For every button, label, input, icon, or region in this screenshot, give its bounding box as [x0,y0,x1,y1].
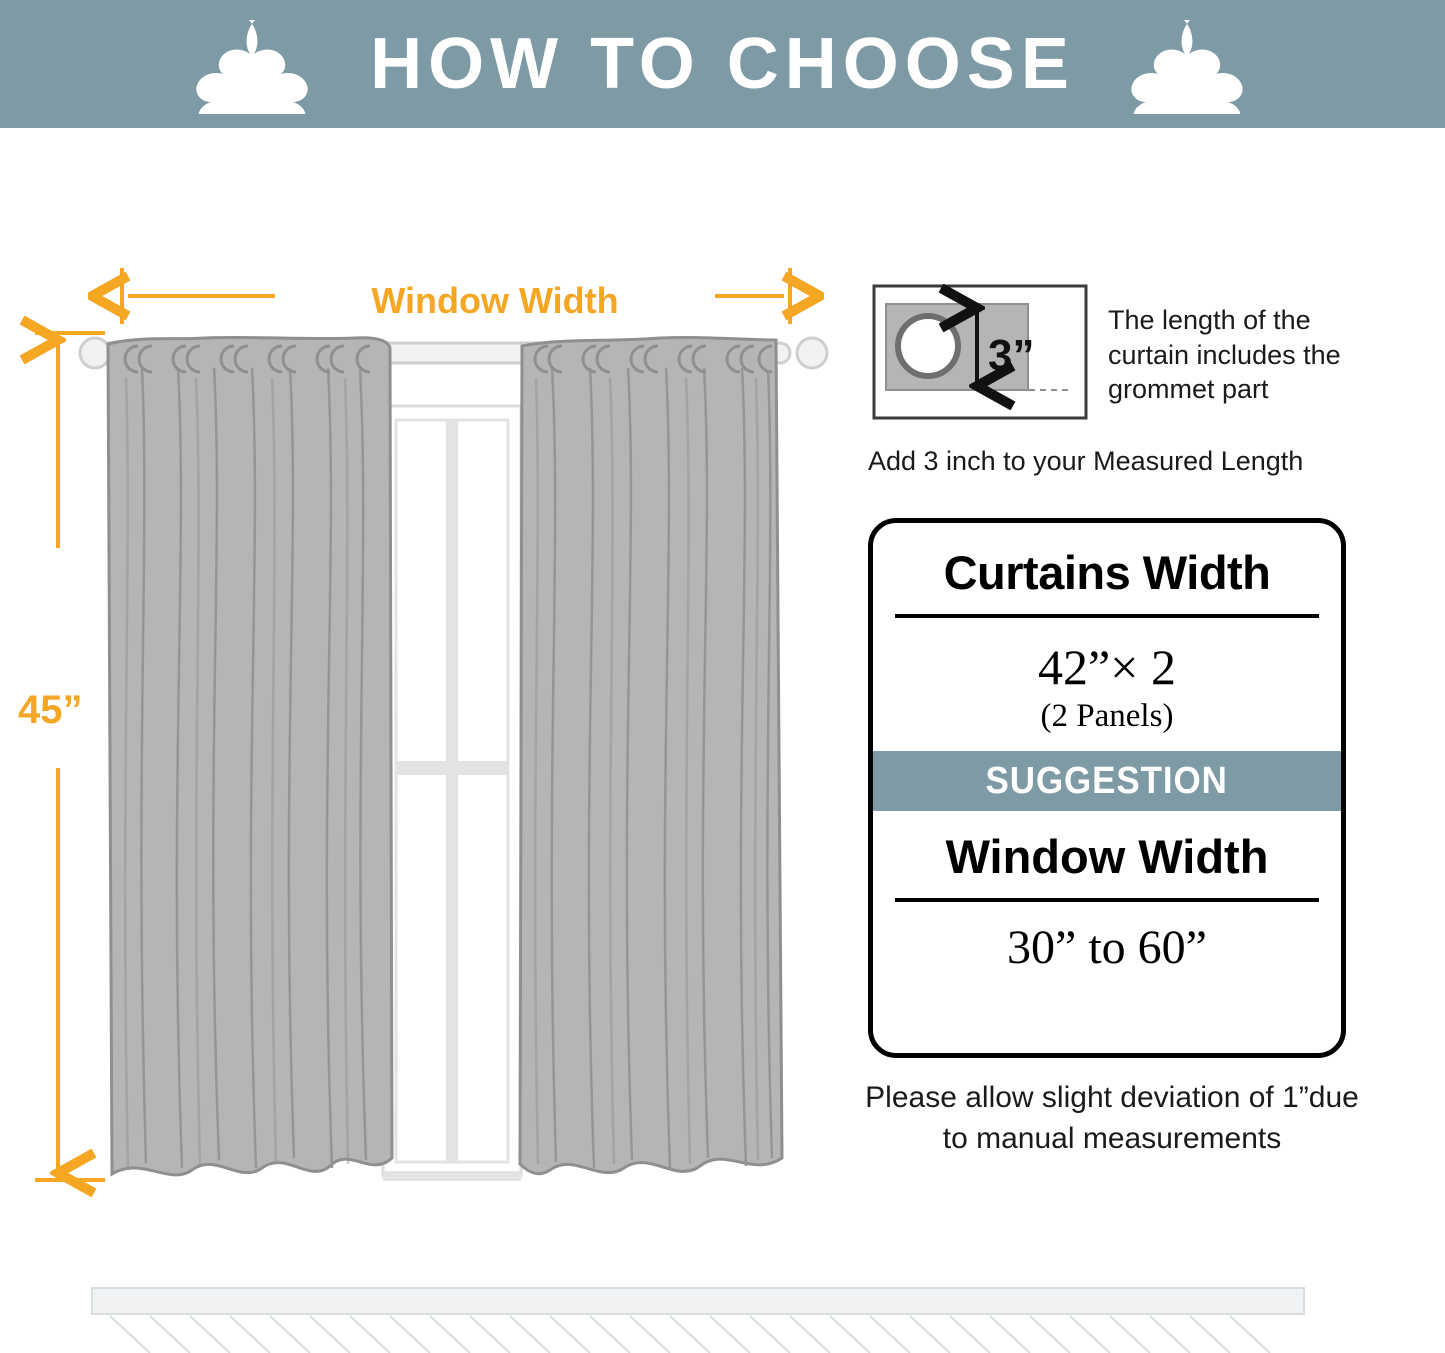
page-header [0,0,1445,128]
card-title-curtains-width: Curtains Width [943,546,1271,599]
page-title: HOW TO CHOOSE [370,24,1075,104]
floor-graphic [92,1288,1304,1353]
fleur-de-lis-icon [1115,14,1265,114]
divider [895,898,1319,902]
suggestion-band [873,751,1341,811]
diagram-stage [0,128,1445,1353]
fleur-de-lis-icon [180,14,330,114]
add-length-note: Add 3 inch to your Measured Length [868,446,1304,476]
window-width-range: 30” to 60” [1007,921,1207,974]
divider [895,614,1319,618]
deviation-note: Please allow slight deviation of 1”due to manual measurements [865,1081,1359,1155]
grommet-note: The length of the curtain includes the grommet part [1108,305,1341,405]
window-width-label: Window Width [371,280,619,321]
size-suggestion-card [868,518,1346,1058]
curtain-height-label: 45” [18,688,83,732]
grommet-detail [874,286,1086,418]
curtains-panels-note: (2 Panels) [1040,698,1174,734]
grommet-measure-label: 3” [988,331,1035,380]
card-title-window-width: Window Width [945,830,1269,883]
curtains-width-value: 42”× 2 [1038,639,1176,695]
suggestion-label: SUGGESTION [985,759,1229,802]
